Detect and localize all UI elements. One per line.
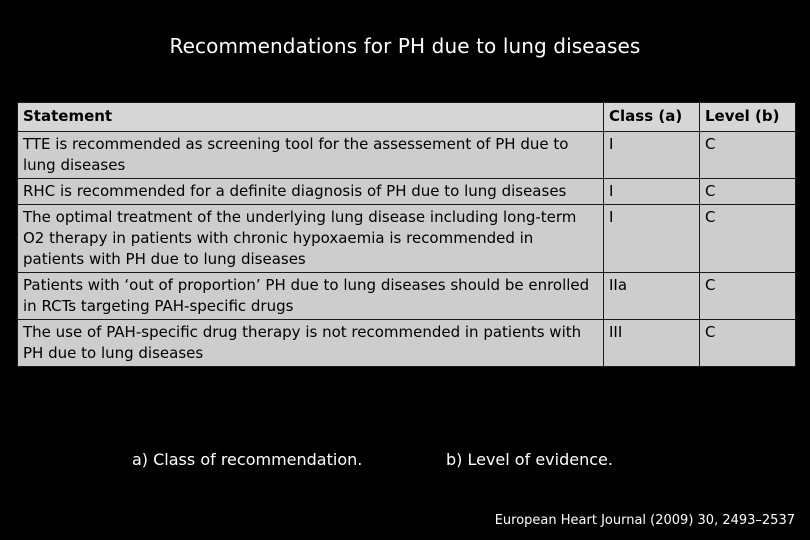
table-row — [18, 320, 796, 367]
header-level: Level (b) — [700, 103, 796, 132]
table-header-row — [18, 103, 796, 132]
table-row — [18, 273, 796, 320]
level-cell: C — [700, 179, 796, 205]
source-citation: European Heart Journal (2009) 30, 2493–2537 — [494, 513, 795, 528]
table-row — [18, 205, 796, 273]
footnote-class: a) Class of recommendation. — [132, 450, 363, 469]
level-cell: C — [700, 205, 796, 273]
class-cell: IIa — [604, 273, 700, 320]
level-cell: C — [700, 320, 796, 367]
class-cell: III — [604, 320, 700, 367]
statement-cell: TTE is recommended as screening tool for the assessement of PH due to lung diseases — [18, 132, 604, 179]
level-cell: C — [700, 273, 796, 320]
statement-cell: RHC is recommended for a definite diagnosis of PH due to lung diseases — [18, 179, 604, 205]
class-cell: I — [604, 179, 700, 205]
footnote-level: b) Level of evidence. — [446, 450, 613, 469]
header-statement: Statement — [18, 103, 604, 132]
level-cell: C — [700, 132, 796, 179]
page-title: Recommendations for PH due to lung diseases — [169, 34, 641, 58]
statement-cell: The optimal treatment of the underlying lung disease including long-term O2 therapy in patients with chronic hypoxaemia is recommended in patients with PH due to lung diseases — [18, 205, 604, 273]
header-class: Class (a) — [604, 103, 700, 132]
recommendations-table — [17, 102, 796, 367]
statement-cell: Patients with ‘out of proportion’ PH due to lung diseases should be enrolled in RCTs targeting PAH-specific drugs — [18, 273, 604, 320]
table-row — [18, 132, 796, 179]
class-cell: I — [604, 132, 700, 179]
class-cell: I — [604, 205, 700, 273]
table-row — [18, 179, 796, 205]
statement-cell: The use of PAH-specific drug therapy is not recommended in patients with PH due to lung diseases — [18, 320, 604, 367]
